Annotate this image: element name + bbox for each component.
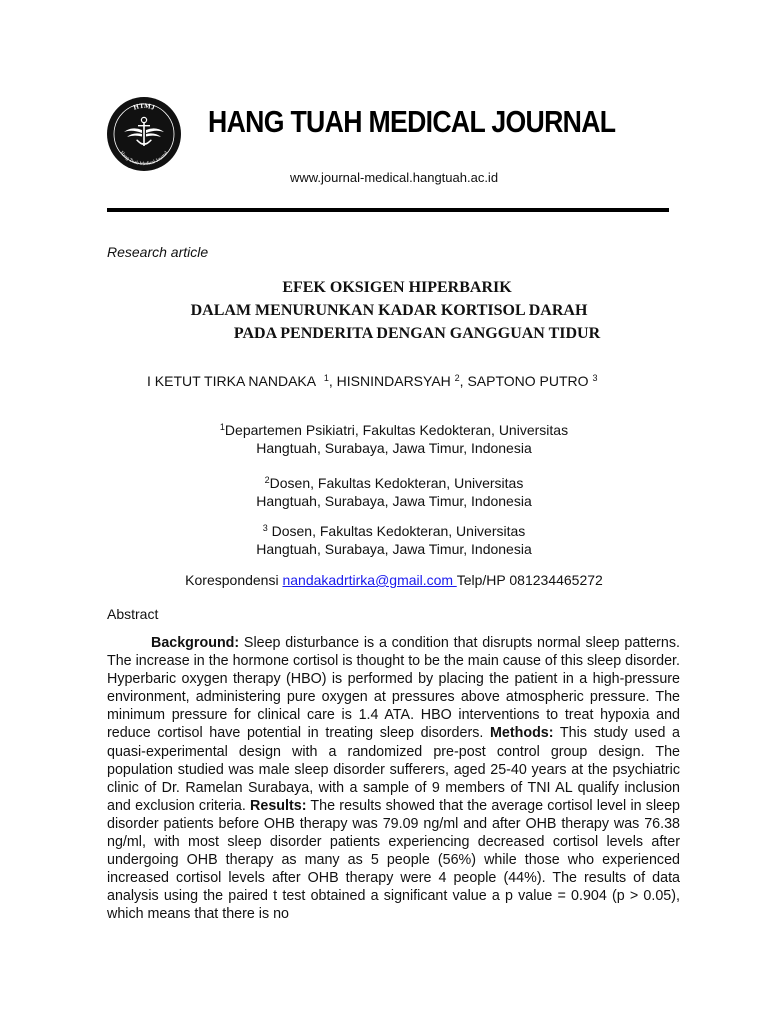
author-sup: 2: [454, 373, 460, 383]
author-list: I KETUT TIRKA NANDAKA $^1$, HISNINDARSYAH $^2$, SAPTONO PUTRO $^3$: [147, 373, 598, 389]
header-divider: [107, 208, 669, 212]
title-line-3: PADA PENDERITA DENGAN GANGGUAN TIDUR: [233, 325, 601, 342]
paper-title: [120, 276, 680, 345]
author-name: I KETUT TIRKA NANDAKA: [147, 373, 317, 389]
article-type: Research article: [107, 244, 209, 260]
affiliation-1: $^1$Departemen Psikiatri, Fakultas Kedokteran, Universitas Hangtuah, Surabaya, Jawa Timur, Indonesia: [219, 422, 569, 456]
title-line-1: EFEK OKSIGEN HIPERBARIK: [282, 279, 512, 296]
methods-text: This study used a quasi-experimental design with a randomized pre-post control group design. The population studied was male sleep disorder sufferers, aged 25-40 years at the psychiatric clinic of Dr. Ramelan Surabaya, with a sample of 9 members of TNI AL qualify inclusion and exclusion criteria.: [107, 725, 680, 814]
author-sup: 1: [323, 373, 329, 383]
correspondence-email-link[interactable]: nandakadrtirka@gmail.com: [282, 572, 457, 588]
correspondence-phone: Telp/HP 081234465272: [456, 572, 603, 588]
journal-title: HANG TUAH MEDICAL JOURNAL: [208, 104, 616, 139]
journal-url: www.journal-medical.hangtuah.ac.id: [289, 170, 499, 185]
results-text: The results showed that the average cortisol level in sleep disorder patients before OHB therapy was 79.09 ng/ml and after OHB therapy was 76.38 ng/ml, with most sleep disorder patients experiencing decreased cortisol levels after undergoing OHB therapy as many as 5 people (56%) while those who experienced increased cortisol levels after OHB therapy were 4 people (44%). The results of data analysis using the paired t test obtained a significant value a p value = 0.904 (p > 0.05), which means that there is no: [107, 797, 680, 923]
methods-label: Methods:: [489, 725, 554, 742]
correspondence: Korespondensi nandakadrtirka@gmail.com Telp/HP 081234465272: [185, 572, 603, 588]
affiliation-3: $^3$ Dosen, Fakultas Kedokteran, Universitas Hangtuah, Surabaya, Jawa Timur, Indonesia: [256, 523, 532, 557]
affiliation-2: $^2$Dosen, Fakultas Kedokteran, Universitas Hangtuah, Surabaya, Jawa Timur, Indonesia: [256, 475, 532, 509]
author-sup: 3: [592, 373, 598, 383]
logo-text-top: HTMJ: [132, 101, 156, 112]
background-label: Background:: [151, 635, 240, 651]
abstract-heading: Abstract: [107, 606, 159, 622]
abstract-body: [107, 634, 680, 924]
results-label: Results:: [250, 797, 307, 814]
journal-logo-icon: [106, 96, 182, 172]
author-name: SAPTONO PUTRO: [467, 373, 589, 389]
background-text: Sleep disturbance is a condition that disrupts normal sleep patterns. The increase in the hormone cortisol is thought to be the main cause of this sleep disorder. Hyperbaric oxygen therapy (HBO) is performed by placing the patient in a high-pressure environment, administering pure oxygen at pressures above atmospheric pressure. The minimum pressure for clinical care is 1.4 ATA. HBO interventions to treat hypoxia and reduce cortisol have potential in treating sleep disorders.: [107, 635, 680, 742]
author-name: HISNINDARSYAH: [336, 373, 451, 389]
logo-text-bottom: Hang Tuah Medical Journal: [118, 150, 170, 168]
title-line-2: DALAM MENURUNKAN KADAR KORTISOL DARAH: [190, 302, 588, 319]
